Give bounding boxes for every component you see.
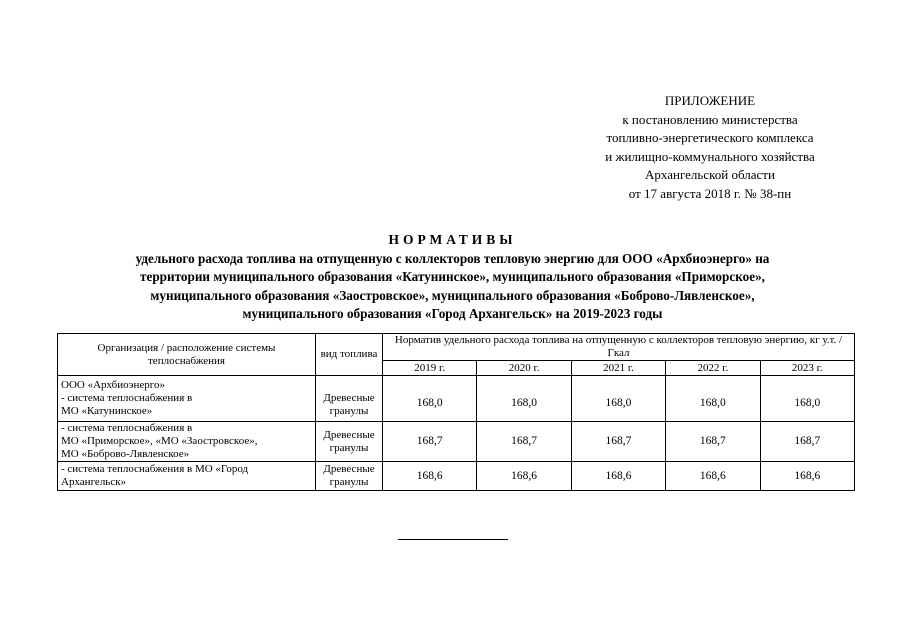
signature-line — [398, 539, 508, 540]
org-cell — [58, 422, 316, 462]
value-cell: 168,7 — [477, 422, 571, 462]
appendix-line: и жилищно-коммунального хозяйства — [605, 148, 815, 164]
header-norm: Норматив удельного расхода топлива на отпущенную с коллекторов тепловую энергию, кг у.т. /Гкал — [383, 334, 855, 361]
value-cell: 168,6 — [383, 462, 477, 491]
norms-table — [57, 333, 855, 491]
fuel-cell: Древесные гранулы — [316, 376, 383, 422]
appendix-date: от 17 августа 2018 г. № 38-пн — [628, 185, 792, 201]
header-year: 2020 г. — [477, 361, 571, 376]
value-cell: 168,0 — [666, 376, 760, 422]
org-line: Архангельск» — [61, 476, 127, 488]
value-cell: 168,0 — [477, 376, 571, 422]
appendix-title: ПРИЛОЖЕНИЕ — [664, 93, 756, 108]
appendix-block — [560, 92, 860, 203]
value-cell: 168,0 — [383, 376, 477, 422]
header-year: 2022 г. — [666, 361, 760, 376]
org-line: МО «Приморское», «МО «Заостровское», — [61, 435, 258, 447]
value-cell: 168,0 — [571, 376, 665, 422]
value-cell: 168,7 — [571, 422, 665, 462]
value-cell: 168,7 — [666, 422, 760, 462]
fuel-cell: Древесные гранулы — [316, 462, 383, 491]
fuel-cell: Древесные гранулы — [316, 422, 383, 462]
header-organization: Организация / расположение системы теплоснабжения — [58, 334, 316, 376]
title-heading: НОРМАТИВЫ — [388, 232, 517, 247]
title-line: удельного расхода топлива на отпущенную с коллекторов тепловую энергию для ООО «Архбиоэнерго» на — [135, 250, 770, 266]
document-title — [40, 231, 865, 324]
org-cell — [58, 462, 316, 491]
table-row — [58, 462, 855, 491]
org-line: - система теплоснабжения в — [61, 392, 193, 404]
org-line: - система теплоснабжения в — [61, 422, 193, 434]
value-cell: 168,6 — [571, 462, 665, 491]
header-fuel-type: вид топлива — [316, 334, 383, 376]
appendix-line: к постановлению министерства — [622, 111, 798, 127]
header-year: 2021 г. — [571, 361, 665, 376]
org-line: ООО «Архбиоэнерго» — [61, 379, 165, 391]
value-cell: 168,7 — [760, 422, 854, 462]
value-cell: 168,0 — [760, 376, 854, 422]
title-line: территории муниципального образования «Катунинское», муниципального образования «Приморское», — [140, 269, 765, 284]
org-cell — [58, 376, 316, 422]
value-cell: 168,7 — [383, 422, 477, 462]
org-line: - система теплоснабжения в МО «Город — [61, 463, 249, 475]
value-cell: 168,6 — [477, 462, 571, 491]
header-year: 2023 г. — [760, 361, 854, 376]
title-line: муниципального образования «Заостровское», муниципального образования «Боброво-Лявленское», — [150, 287, 755, 303]
value-cell: 168,6 — [760, 462, 854, 491]
value-cell: 168,6 — [666, 462, 760, 491]
title-line: муниципального образования «Город Архангельск» на 2019-2023 годы — [242, 306, 663, 321]
org-line: МО «Катунинское» — [61, 405, 153, 417]
table-row — [58, 376, 855, 422]
header-year: 2019 г. — [383, 361, 477, 376]
appendix-line: топливно-энергетического комплекса — [606, 130, 814, 145]
table-row — [58, 422, 855, 462]
appendix-line: Архангельской области — [645, 167, 775, 182]
org-line: МО «Боброво-Лявленское» — [61, 448, 190, 460]
